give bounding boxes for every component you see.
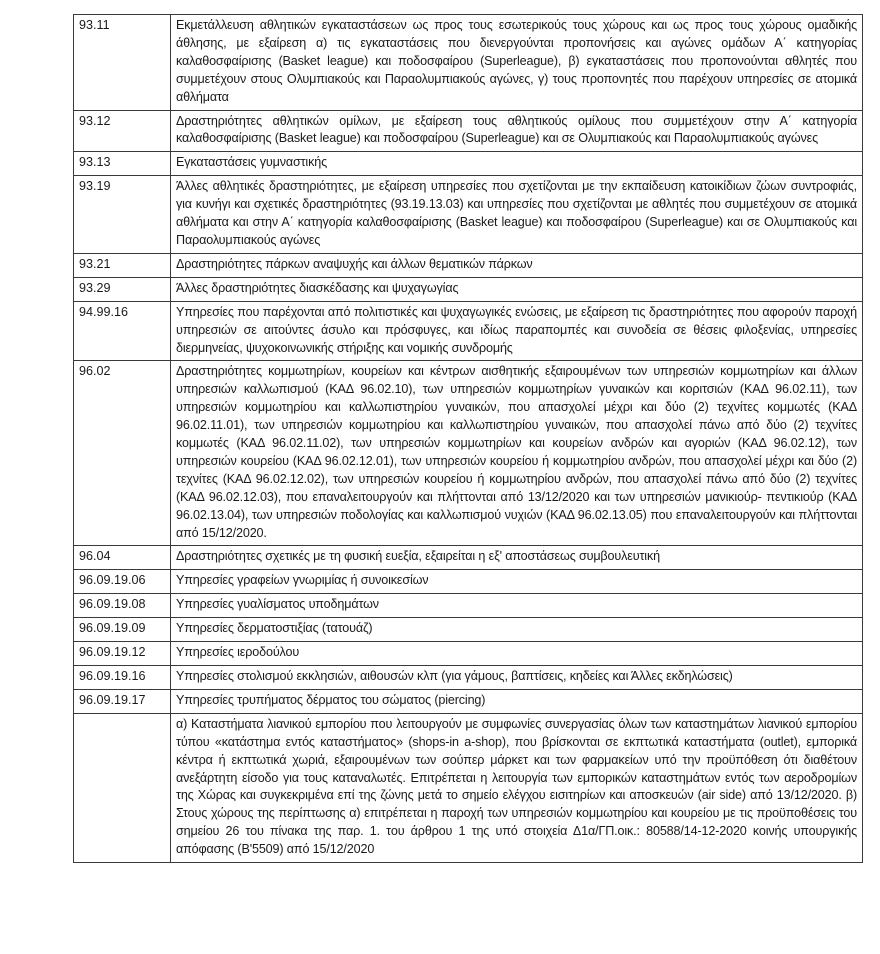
activity-code-cell: 93.11 [74, 15, 171, 111]
activity-code-cell: 93.19 [74, 176, 171, 254]
table-row [74, 253, 863, 277]
activity-codes-table [73, 14, 863, 863]
activity-description-cell: Δραστηριότητες κομμωτηρίων, κουρείων και κέντρων αισθητικής εξαιρουμένων των υπηρεσιών κομμωτηρίων και άλλων υπηρεσιών καλλωπισμού (ΚΑΔ 96.02.10), των υπηρεσιών κομμωτηρίων γυναικών και κοριτσιών (ΚΑΔ 96.02.11), των υπηρεσιών κομμωτηρίου και καλλωπιστηρίου γυναικών, που απασχολεί μέχρι και δύο (2) τεχνίτες κομμωτές (ΚΑΔ 96.02.11.01), των υπηρεσιών κομμωτηρίου και καλλωπιστηρίου γυναικών, που απασχολεί πάνω από δύο (2) τεχνίτες κομμωτές (ΚΑΔ 96.02.11.02), των υπηρεσιών κομμωτηρίων και κουρείων ανδρών και αγοριών (ΚΑΔ 96.02.12), των υπηρεσιών κουρείου (ΚΑΔ 96.02.12.01), των υπηρεσιών κουρείου ή κομμωτηρίου ανδρών, που απασχολεί μέχρι και δύο (2) τεχνίτες (ΚΑΔ 96.02.12.02), των υπηρεσιών κουρείου ή κομμωτηρίου ανδρών, που απασχολεί πάνω από δύο (2) τεχνίτες (ΚΑΔ 96.02.12.03), που επαναλειτουργούν και πλήττονται από 13/12/2020 και των υπηρεσιών μανικιούρ- πεντικιούρ (ΚΑΔ 96.02.13.04), των υπηρεσιών ποδολογίας και καλλωπισμού νυχιών (ΚΑΔ 96.02.13.05) που επαναλειτουργούν και πλήττονται από 15/12/2020. [171, 361, 863, 546]
activity-code-cell: 93.12 [74, 110, 171, 152]
activity-code-cell: 93.13 [74, 152, 171, 176]
table-body [74, 15, 863, 863]
activity-description-cell: Εκμετάλλευση αθλητικών εγκαταστάσεων ως προς τους εσωτερικούς τους χώρους και ως προς τους χώρους ομαδικής άθλησης, με εξαίρεση α) τις εγκαταστάσεις που διενεργούνται προπονήσεις και αγώνες ομάδων Α΄ κατηγορίας καλαθοσφαίρισης (Basket league) και ποδοσφαίρου (Superleague), β) εγκαταστάσεις που προπονούνται αθλητές που συμμετέχουν στους Ολυμπιακούς και Παραολυμπιακούς αγώνες, γ) τους προπονητές που παρέχουν υπηρεσίες σε ατομικά αθλήματα [171, 15, 863, 111]
activity-codes-table-wrapper [73, 14, 863, 863]
activity-code-cell: 96.09.19.12 [74, 642, 171, 666]
table-row [74, 15, 863, 111]
table-row [74, 594, 863, 618]
table-row [74, 666, 863, 690]
activity-description-cell: Υπηρεσίες ιεροδούλου [171, 642, 863, 666]
table-row [74, 546, 863, 570]
activity-code-cell: 93.29 [74, 277, 171, 301]
activity-code-cell: 94.99.16 [74, 301, 171, 361]
activity-code-cell: 96.04 [74, 546, 171, 570]
activity-code-cell: 96.09.19.17 [74, 689, 171, 713]
table-row [74, 570, 863, 594]
activity-description-cell: Άλλες δραστηριότητες διασκέδασης και ψυχαγωγίας [171, 277, 863, 301]
activity-description-cell: Υπηρεσίες τρυπήματος δέρματος του σώματος (piercing) [171, 689, 863, 713]
table-row [74, 361, 863, 546]
activity-description-cell: Υπηρεσίες δερματοστιξίας (τατουάζ) [171, 618, 863, 642]
activity-code-cell: 93.21 [74, 253, 171, 277]
table-row [74, 642, 863, 666]
table-row [74, 689, 863, 713]
activity-description-cell: Δραστηριότητες σχετικές με τη φυσική ευεξία, εξαιρείται η εξ' αποστάσεως συμβουλευτική [171, 546, 863, 570]
activity-description-cell: Δραστηριότητες πάρκων αναψυχής και άλλων θεματικών πάρκων [171, 253, 863, 277]
activity-code-cell: 96.02 [74, 361, 171, 546]
activity-description-cell: Υπηρεσίες που παρέχονται από πολιτιστικές και ψυχαγωγικές ενώσεις, με εξαίρεση τις δραστηριότητες που αφορούν παροχή υπηρεσιών σε αιτούντες άσυλο και πρόσφυγες, και ιδίως παραπομπές και συνοδεία σε θέσεις φιλοξενίας, υπηρεσίες διερμηνείας, ψυχοκοινωνικής στήριξης και νομικής συνδρομής [171, 301, 863, 361]
activity-code-cell: 96.09.19.08 [74, 594, 171, 618]
table-row [74, 713, 863, 862]
table-row [74, 110, 863, 152]
activity-description-cell: Δραστηριότητες αθλητικών ομίλων, με εξαίρεση τους αθλητικούς ομίλους που συμμετέχουν στην Α΄ κατηγορία καλαθοσφαίρισης (Basket league) και ποδοσφαίρου (Superleague) και σε Ολυμπιακούς και Παραολυμπιακούς αγώνες [171, 110, 863, 152]
activity-description-cell: Εγκαταστάσεις γυμναστικής [171, 152, 863, 176]
activity-description-cell: Άλλες αθλητικές δραστηριότητες, με εξαίρεση υπηρεσίες που σχετίζονται με την εκπαίδευση κατοικίδιων ζώων συντροφιάς, για κυνήγι και σχετικές δραστηριότητες (93.19.13.03) και υπηρεσίες που σχετίζονται με αθλητές που συμμετέχουν σε ατομικά αθλήματα και στην Α΄ κατηγορία καλαθοσφαίρισης (Basket league) και ποδοσφαίρου (Superleague) και σε Ολυμπιακούς και Παραολυμπιακούς αγώνες [171, 176, 863, 254]
activity-description-cell: Υπηρεσίες στολισμού εκκλησιών, αιθουσών κλπ (για γάμους, βαπτίσεις, κηδείες και Άλλες εκδηλώσεις) [171, 666, 863, 690]
table-row [74, 152, 863, 176]
activity-description-cell: Υπηρεσίες γραφείων γνωριμίας ή συνοικεσίων [171, 570, 863, 594]
activity-description-cell: α) Καταστήματα λιανικού εμπορίου που λειτουργούν με συμφωνίες συνεργασίας όλων των καταστημάτων λιανικού εμπορίου τύπου «κατάστημα εντός καταστήματος» (shops-in a-shop), που βρίσκονται σε εκπτωτικά καταστήματα (outlet), εμπορικά κέντρα ή εκπτωτικά χωριά, εξαιρουμένων των σούπερ μάρκετ και των φαρμακείων υπό την προϋπόθεση ότι διαθέτουν ανεξάρτητη είσοδο για τους καταναλωτές. Επιτρέπεται η λειτουργία των εμπορικών καταστημάτων εντός των αεροδρομίων της Χώρας και συγκεκριμένα επί της ζώνης μετά το σημείο ελέγχου εισιτηρίων και αποσκευών (air side) από 13/12/2020. β) Στους χώρους της περίπτωσης α) επιτρέπεται η παροχή των υπηρεσιών κομμωτηρίου και κουρείου με τις προϋποθέσεις του σημείου 26 του πίνακα της παρ. 1. του άρθρου 1 της υπό στοιχεία Δ1α/ΓΠ.οικ.: 80588/14-12-2020 κοινής υπουργικής απόφασης (Β'5509) από 15/12/2020 [171, 713, 863, 862]
table-row [74, 618, 863, 642]
table-row [74, 176, 863, 254]
table-row [74, 301, 863, 361]
activity-code-cell: 96.09.19.16 [74, 666, 171, 690]
activity-description-cell: Υπηρεσίες γυαλίσματος υποδημάτων [171, 594, 863, 618]
activity-code-cell [74, 713, 171, 862]
activity-code-cell: 96.09.19.09 [74, 618, 171, 642]
activity-code-cell: 96.09.19.06 [74, 570, 171, 594]
table-row [74, 277, 863, 301]
